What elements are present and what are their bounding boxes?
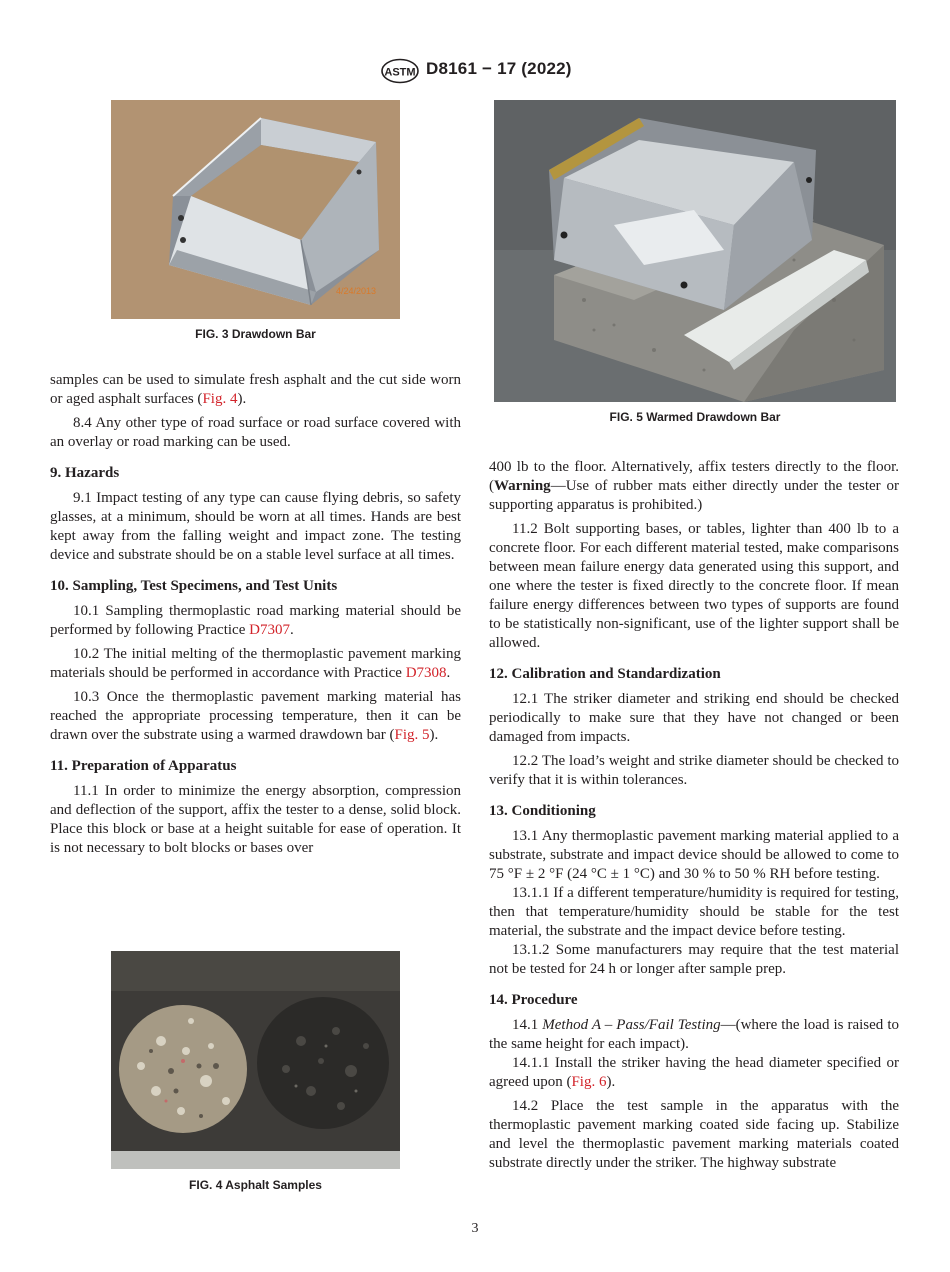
section-heading-10: 10. Sampling, Test Specimens, and Test Units xyxy=(50,578,338,594)
paragraph-13-1-1: 13.1.1 If a different temperature/humidity is required for testing, then that temperature/humidity should be stable for the test material, the substrate and the impact device before testing. xyxy=(489,885,899,939)
paragraph-8-3-continued: samples can be used to simulate fresh asphalt and the cut side worn or aged asphalt surfaces (Fig. 4). xyxy=(50,372,461,407)
standard-designation: D8161 − 17 (2022) xyxy=(426,59,572,78)
paragraph-13-1: 13.1 Any thermoplastic pavement marking material applied to a substrate, substrate and impact device should be allowed to come to 75 °F ± 2 °F (24 °C ± 1 °C) and 30 % to 50 % RH before testing. xyxy=(489,828,899,882)
fig4-link[interactable]: Fig. 4 xyxy=(202,391,238,407)
paragraph-14-1-1: 14.1.1 Install the striker having the head diameter specified or agreed upon (Fig. 6). xyxy=(489,1055,899,1090)
fig5-warmed-drawdown-bar-photo xyxy=(494,100,896,402)
warning-label: Warning xyxy=(494,478,551,494)
fig4-asphalt-samples-photo xyxy=(111,951,400,1169)
fig5-link[interactable]: Fig. 5 xyxy=(394,727,430,743)
section-heading-13: 13. Conditioning xyxy=(489,803,596,819)
paragraph-12-2: 12.2 The load’s weight and strike diameter should be checked to verify that it is within tolerances. xyxy=(489,753,899,788)
svg-text:ASTM: ASTM xyxy=(384,66,416,79)
section-heading-9: 9. Hazards xyxy=(50,465,120,481)
fig5-caption: FIG. 5 Warmed Drawdown Bar xyxy=(609,410,781,424)
paragraph-13-1-2: 13.1.2 Some manufacturers may require that the test material not be tested for 24 h or longer after sample prep. xyxy=(489,942,899,977)
paragraph-11-1-continued: 400 lb to the floor. Alternatively, affix testers directly to the floor. (Warning—Use of rubber mats either directly under the tester or supporting apparatus is prohibited.) xyxy=(489,459,899,513)
paragraph-10-1: 10.1 Sampling thermoplastic road marking material should be performed by following Practice D7307. xyxy=(50,603,461,638)
section-heading-14: 14. Procedure xyxy=(489,992,578,1008)
page-number: 3 xyxy=(471,1221,479,1236)
paragraph-14-2: 14.2 Place the test sample in the apparatus with the thermoplastic pavement marking coated side facing up. Stabilize and level the thermoplastic pavement marking materials coated substrate directly under the striker. The highway substrate xyxy=(489,1098,899,1171)
paragraph-8-4: 8.4 Any other type of road surface or road surface covered with an overlay or road marking can be used. xyxy=(50,415,461,450)
paragraph-11-2: 11.2 Bolt supporting bases, or tables, lighter than 400 lb to a concrete floor. For each different material tested, make comparisons between mean failure energy data generated using this support, and one where the tester is fixed directly to the concrete floor. If mean failure energy differences between two types of supports are found to be statistically non-significant, use of the lighter support shall be allowed. xyxy=(489,521,899,651)
fig3-drawdown-bar-photo xyxy=(111,100,400,319)
paragraph-12-1: 12.1 The striker diameter and striking end should be checked periodically to make sure that they have not changed or been damaged from impacts. xyxy=(489,691,899,745)
d7308-link[interactable]: D7308 xyxy=(405,665,447,681)
right-column xyxy=(489,458,899,1178)
astm-logo xyxy=(380,58,420,84)
left-column xyxy=(50,371,461,863)
fig4-caption: FIG. 4 Asphalt Samples xyxy=(189,1178,322,1192)
paragraph-10-2: 10.2 The initial melting of the thermoplastic pavement marking materials should be performed in accordance with Practice D7308. xyxy=(50,646,461,681)
d7307-link[interactable]: D7307 xyxy=(249,622,290,638)
paragraph-11-1: 11.1 In order to minimize the energy absorption, compression and deflection of the support, affix the tester to a dense, solid block. Place this block or base at a height suitable for ease of operation. It is not necessary to bolt blocks or bases over xyxy=(50,783,461,856)
paragraph-14-1: 14.1 Method A – Pass/Fail Testing—(where the load is raised to the same height for each impact). xyxy=(489,1017,899,1052)
section-heading-12: 12. Calibration and Standardization xyxy=(489,666,721,682)
fig6-link[interactable]: Fig. 6 xyxy=(571,1074,607,1090)
paragraph-9-1: 9.1 Impact testing of any type can cause flying debris, so safety glasses, at a minimum, should be worn at all times. Hands are best kept away from the falling weight and impact zone. The testing device and substrate should be on a stable level surface at all times. xyxy=(50,490,461,563)
svg-text:4/24/2013: 4/24/2013 xyxy=(336,286,377,296)
section-heading-11: 11. Preparation of Apparatus xyxy=(50,758,237,774)
fig3-caption: FIG. 3 Drawdown Bar xyxy=(195,327,316,341)
page-header xyxy=(0,58,950,86)
paragraph-10-3: 10.3 Once the thermoplastic pavement marking material has reached the appropriate processing temperature, then it can be drawn over the substrate using a warmed drawdown bar (Fig. 5). xyxy=(50,689,461,743)
